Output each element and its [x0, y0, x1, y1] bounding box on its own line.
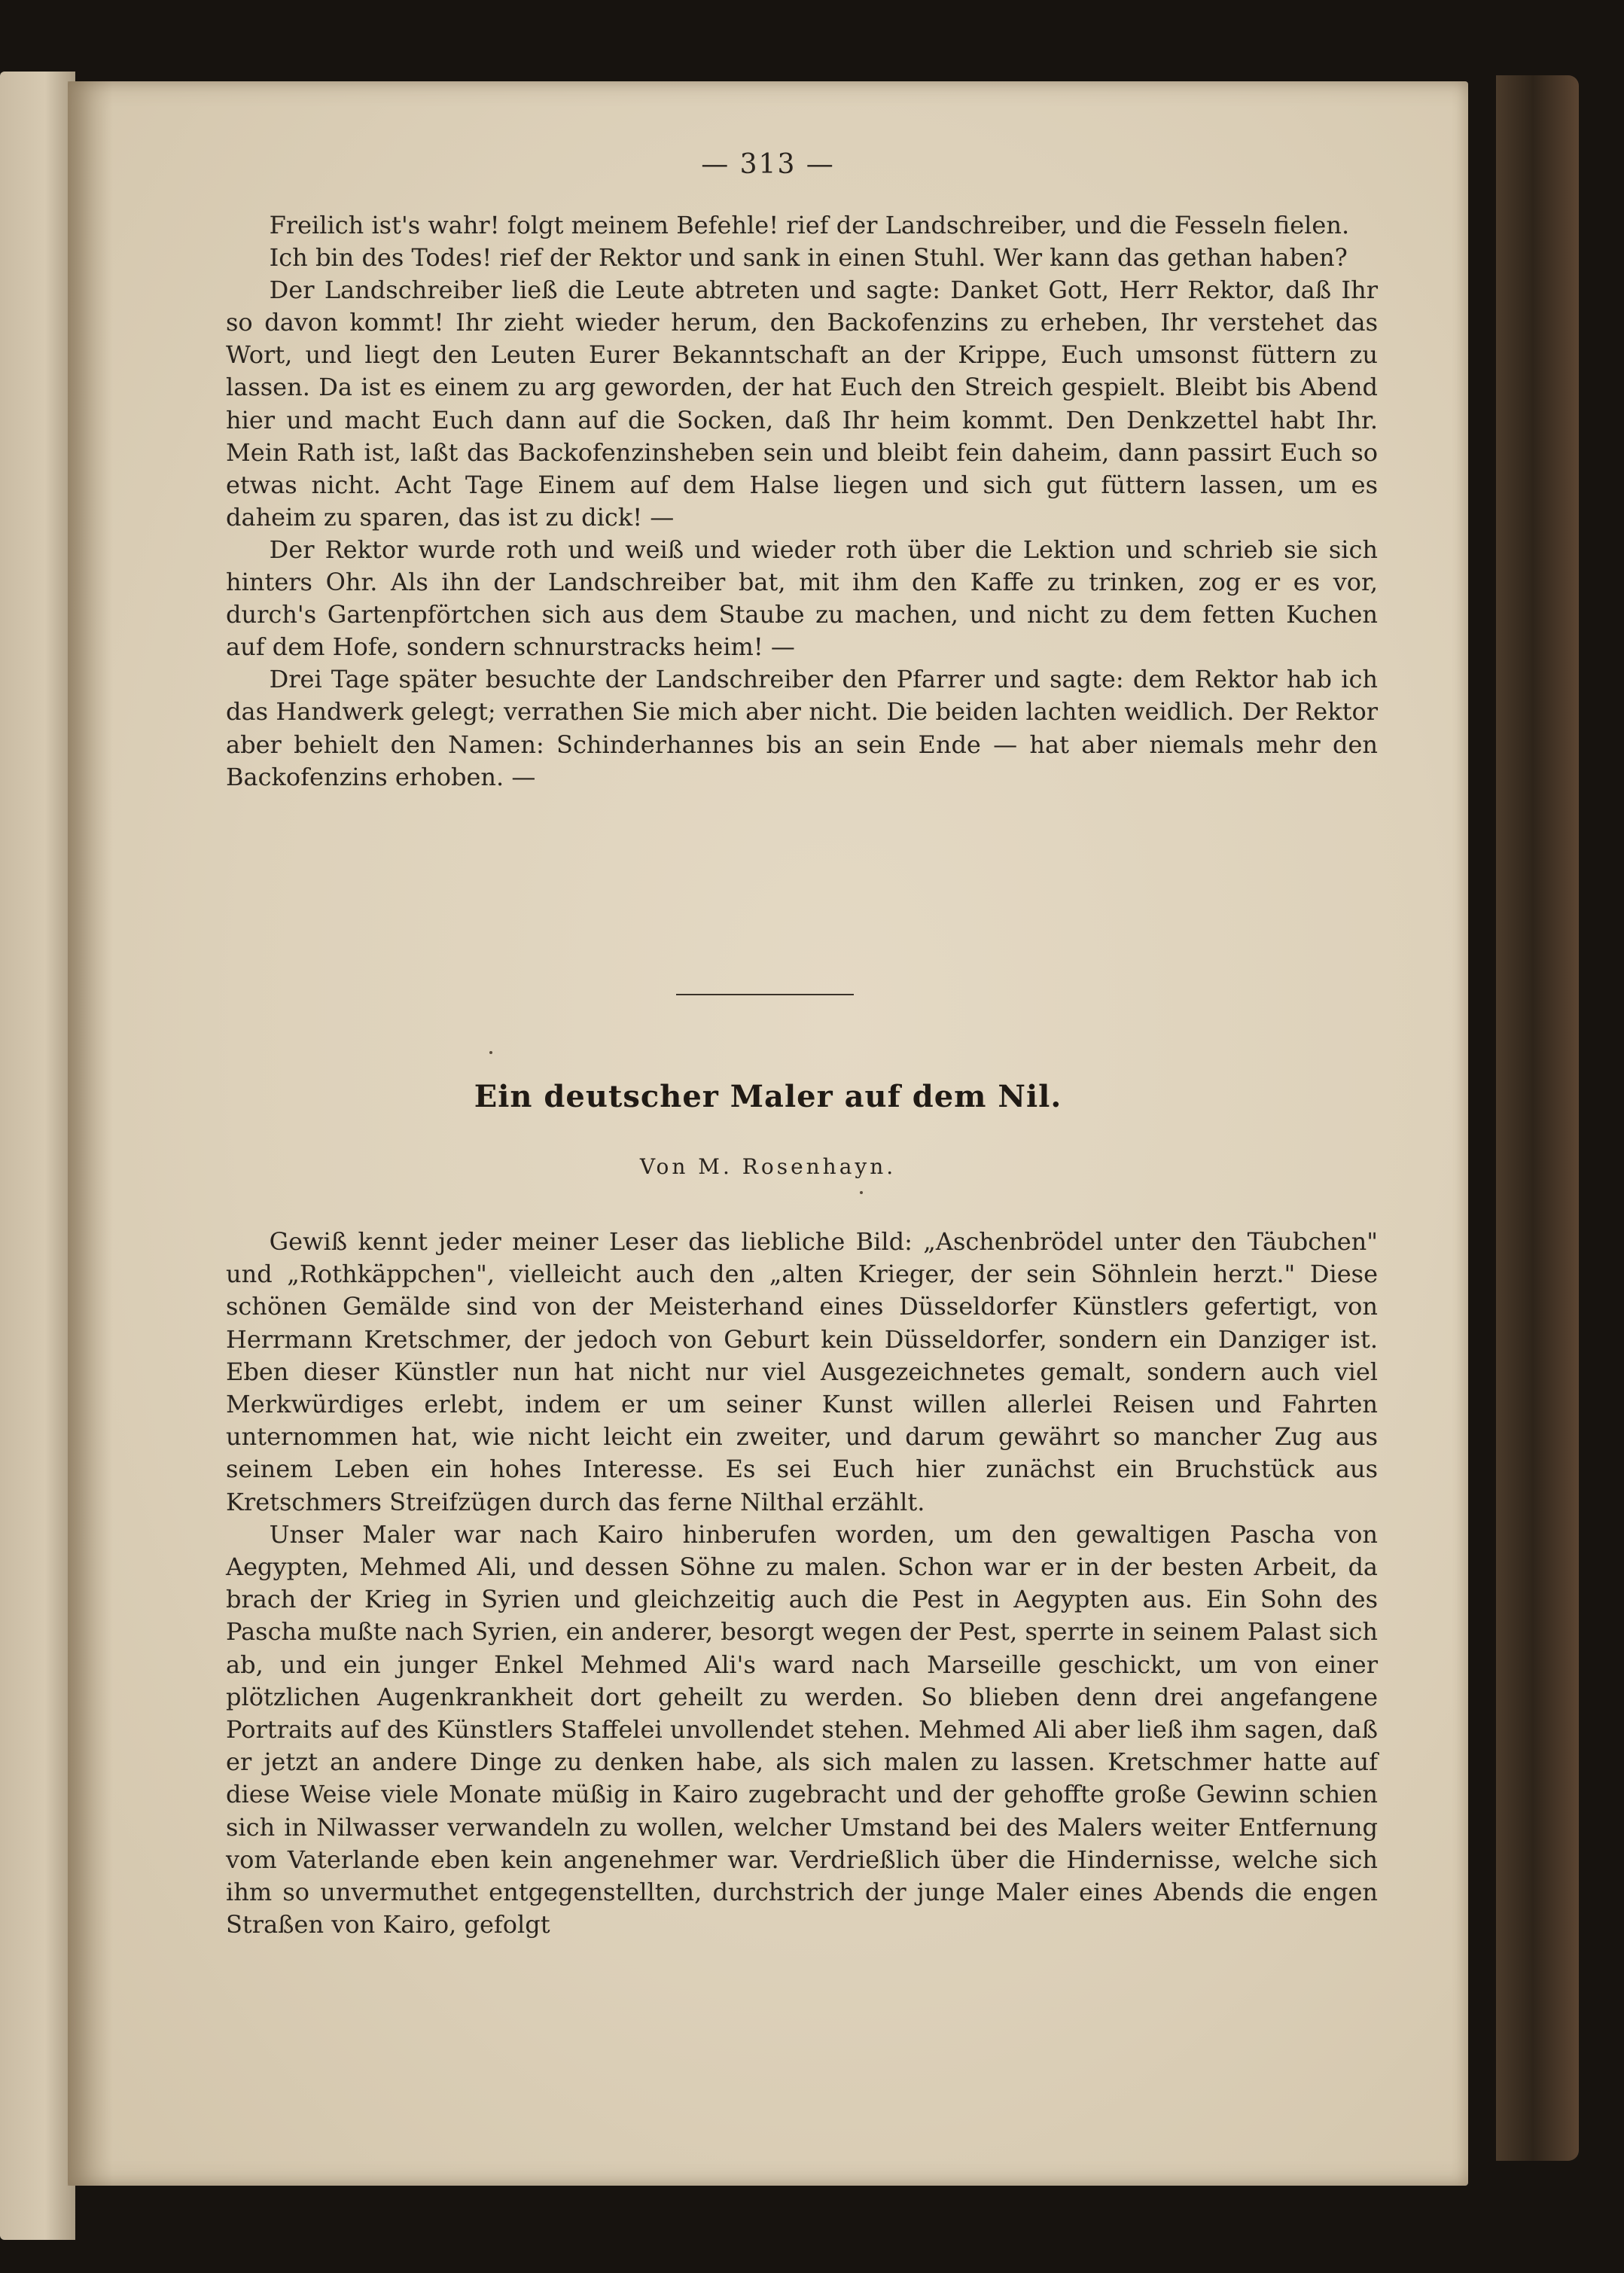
paragraph: Ich bin des Todes! rief der Rektor und sank in einen Stuhl. Wer kann das gethan haben? — [269, 243, 1348, 273]
book-binding — [1496, 75, 1579, 2161]
book-cover-left — [0, 72, 75, 2240]
page-gutter-shadow — [68, 81, 113, 2186]
article-author: Von M. Rosenhayn. — [639, 1154, 897, 1179]
article-text — [226, 1226, 1378, 1941]
paragraph: Der Landschreiber ließ die Leute abtreten und sagte: Danket Gott, Herr Rektor, daß Ihr so davon kommt! Ihr zieht wieder herum, den Backofenzins zu erheben, Ihr verstehet das Wort, und liegt den Leuten Eurer Bekanntschaft an der Krippe, Euch umsonst füttern zu lassen. Da ist es einem zu arg geworden, der hat Euch den Streich gespielt. Bleibt bis Abend hier und macht Euch dann auf die Socken, daß Ihr heim kommt. Den Denkzettel habt Ihr. Mein Rath ist, laßt das Backofenzinsheben sein und bleibt fein daheim, dann passirt Euch so etwas nicht. Acht Tage Einem auf dem Halse liegen und sich gut füttern lassen, um es daheim zu sparen, das ist zu dick! — — [226, 276, 1378, 532]
paragraph: Gewiß kennt jeder meiner Leser das liebliche Bild: „Aschenbrödel unter den Täubchen" und „Rothkäppchen", vielleicht auch den „alten Krieger, der sein Söhnlein herzt." Diese schönen Gemälde sind von der Meisterhand eines Düsseldorfer Künstlers gefertigt, von Herrmann Kretschmer, der jedoch von Geburt kein Düsseldorfer, sondern ein Danziger ist. Eben dieser Künstler nun hat nicht nur viel Ausgezeichnetes gemalt, sondern auch viel Merkwürdiges erlebt, indem er um seiner Kunst willen allerlei Reisen und Fahrten unternommen hat, wie nicht leicht ein zweiter, und darum gewährt so mancher Zug aus seinem Leben ein hohes Interesse. Es sei Euch hier zunächst ein Bruchstück aus Kretschmers Streifzügen durch das ferne Nilthal erzählt. — [226, 1227, 1378, 1516]
previous-story-text — [226, 209, 1378, 794]
paper-speck — [489, 1051, 492, 1054]
paragraph: Drei Tage später besuchte der Landschreiber den Pfarrer und sagte: dem Rektor hab ich das Handwerk gelegt; verrathen Sie mich aber nicht. Die beiden lachten weidlich. Der Rektor aber behielt den Namen: Schinderhannes bis an sein Ende — hat aber niemals mehr den Backofenzins erhoben. — — [226, 665, 1378, 791]
paragraph: Unser Maler war nach Kairo hinberufen worden, um den gewaltigen Pascha von Aegypten, Mehmed Ali, und dessen Söhne zu malen. Schon war er in der besten Arbeit, da brach der Krieg in Syrien und gleichzeitig auch die Pest in Aegypten aus. Ein Sohn des Pascha mußte nach Syrien, ein anderer, besorgt wegen der Pest, sperrte in seinem Palast sich ab, und ein junger Enkel Mehmed Ali's ward nach Marseille geschickt, um von einer plötzlichen Augenkrankheit dort geheilt zu werden. So blieben denn drei angefangene Portraits auf des Künstlers Staffelei unvollendet stehen. Mehmed Ali aber ließ ihm sagen, daß er jetzt an andere Dinge zu denken habe, als sich malen zu lassen. Kretschmer hatte auf diese Weise viele Monate müßig in Kairo zugebracht und der gehoffte große Gewinn schien sich in Nilwasser verwandeln zu wollen, welcher Umstand bei des Malers weiter Entfernung vom Vaterlande eben kein angenehmer war. Verdrießlich über die Hindernisse, welche sich ihm so unvermuthet entgegenstellten, durchstrich der junge Maler eines Abends die engen Straßen von Kairo, gefolgt — [226, 1519, 1378, 1939]
paragraph: Der Rektor wurde roth und weiß und wieder roth über die Lektion und schrieb sie sich hinters Ohr. Als ihn der Landschreiber bat, mit ihm den Kaffe zu trinken, zog er es vor, durch's Gartenpförtchen sich aus dem Staube zu machen, und nicht zu dem fetten Kuchen auf dem Hofe, sondern schnurstracks heim! — — [226, 535, 1378, 662]
paragraph: Freilich ist's wahr! folgt meinem Befehle! rief der Landschreiber, und die Fesseln fielen. — [269, 211, 1350, 239]
article-title: Ein deutscher Maler auf dem Nil. — [474, 1079, 1062, 1114]
section-divider — [676, 994, 854, 995]
book-page — [68, 81, 1468, 2186]
page-number: — 313 — — [701, 149, 835, 180]
paper-speck — [860, 1191, 863, 1194]
